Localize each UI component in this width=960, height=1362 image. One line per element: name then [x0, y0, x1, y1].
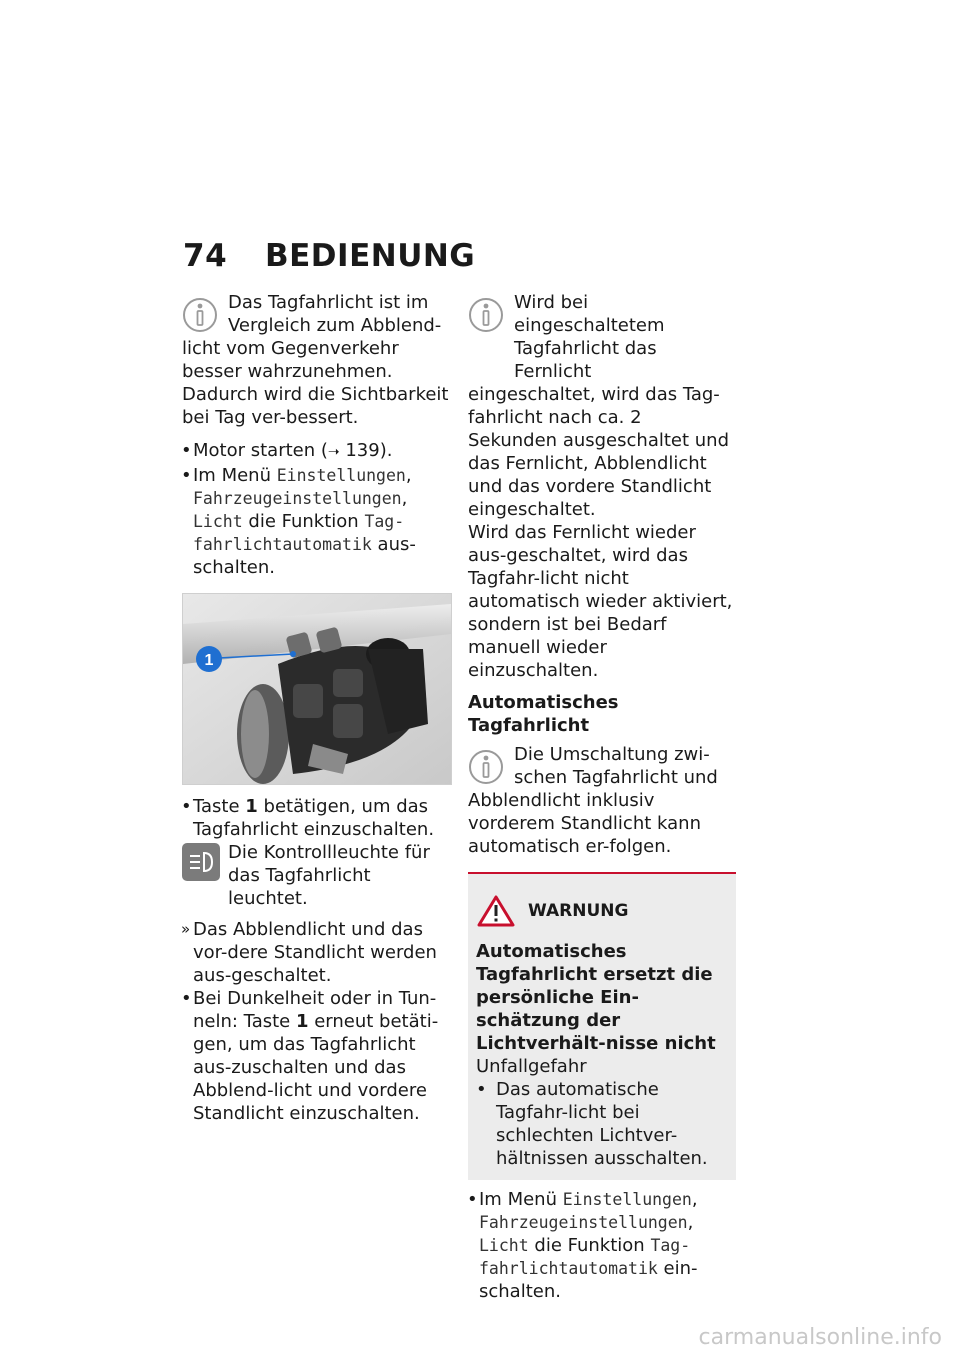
chapter-title: BEDIENUNG [265, 238, 476, 274]
info-icon [182, 295, 218, 335]
left-column [182, 291, 450, 1125]
info-text: Wird das Fernlicht wieder aus-geschaltet, wird das Tagfahr-licht nicht automatisch wieder aktiviert, sondern ist bei Bedarf manuell wieder einzuschalten. [468, 522, 733, 681]
info-text: Abblendlicht inklusiv vorderem Standlicht kann automatisch er-folgen. [468, 790, 701, 857]
step-item: • Im Menü Einstellungen, Fahrzeugeinstellungen, Licht die Funktion Tag-fahrlichtautomatik ein-schalten. [468, 1188, 736, 1303]
info-note [468, 291, 736, 682]
step-text: Taste [193, 796, 246, 817]
info-line: Wird bei eingeschaltetem [514, 292, 665, 336]
info-line: Vergleich zum Abblend- [228, 315, 442, 336]
figure-callout-label: 1 [204, 652, 214, 669]
step-text: die Funktion [242, 511, 365, 532]
warning-action: • Das automatische Tagfahr-licht bei schlechten Lichtver-hältnissen ausschalten. [476, 1078, 726, 1170]
info-note [182, 291, 450, 429]
step-text: ein-schalten. [479, 1258, 698, 1302]
step-text: die Funktion [528, 1235, 651, 1256]
step-text: aus-schalten. [193, 534, 416, 578]
watermark: carmanualsonline.info [698, 1325, 942, 1350]
step-text: Im Menü [193, 465, 277, 486]
section-heading: Automatisches Tagfahrlicht [468, 692, 619, 736]
step-item [182, 795, 450, 841]
menu-path: Tag-fahrlichtautomatik [479, 1236, 691, 1278]
warning-box [468, 872, 736, 1180]
info-note [468, 743, 736, 858]
info-text: licht vom Gegenverkehr besser wahrzunehmen. Dadurch wird die Sichtbarkeit bei Tag ver-bessert. [182, 338, 449, 428]
warning-title: WARNUNG [528, 900, 629, 921]
key-ref: 1 [245, 796, 258, 817]
right-column [468, 291, 736, 1303]
indicator-note [182, 841, 450, 910]
step-text: betätigen, um das Tagfahrlicht einzuschalten. [193, 796, 435, 840]
info-text: eingeschaltet, wird das Tag-fahrlicht nach ca. 2 Sekunden ausgeschaltet und das Fernlicht, Abblendlicht und das vordere Standlicht eingeschaltet. [468, 384, 729, 520]
page-number: 74 [183, 238, 228, 274]
daytime-running-light-indicator-icon [182, 843, 220, 881]
page-ref: 139). [345, 440, 393, 461]
info-line: Die Umschaltung zwi- [514, 744, 710, 765]
step-item: • Im Menü Einstellungen, Fahrzeugeinstellungen, Licht die Funktion Tag-fahrlichtautomatik aus-schalten. [182, 464, 450, 579]
page-header [183, 238, 475, 274]
menu-path: Fahrzeugeinstellungen [193, 489, 402, 508]
warning-heading: Automatisches Tagfahrlicht ersetzt die persönliche Ein-schätzung der Lichtverhält-nisse nicht [476, 941, 716, 1054]
handlebar-switch-figure [182, 593, 452, 785]
step-text: Bei Dunkelheit oder in Tun-neln: Taste [193, 988, 437, 1032]
step-item [182, 439, 450, 464]
menu-path: Licht [193, 512, 243, 531]
info-line: Das Tagfahrlicht ist im [228, 292, 429, 313]
menu-path: Einstellungen [562, 1190, 692, 1209]
menu-path: Licht [479, 1236, 529, 1255]
key-ref: 1 [295, 1011, 309, 1032]
result-item: » Das Abblendlicht und das vor-dere Standlicht werden aus-geschaltet. [182, 918, 450, 987]
info-line: Tagfahrlicht das Fernlicht [514, 338, 657, 382]
info-icon [468, 295, 504, 335]
step-text: Motor starten ( [193, 440, 328, 461]
switch-illustration [183, 594, 451, 784]
step-text: Im Menü [479, 1189, 563, 1210]
menu-path: Tag-fahrlichtautomatik [193, 512, 405, 554]
menu-path: Einstellungen [276, 466, 406, 485]
warning-title-row [476, 894, 726, 928]
step-item [182, 987, 450, 1125]
step-text: erneut betäti-gen, um das Tagfahrlicht aus-zuschalten und das Abblend-licht und vordere Standlicht einzuschalten. [193, 1011, 439, 1124]
menu-path: Fahrzeugeinstellungen [479, 1213, 688, 1232]
warning-risk: Unfallgefahr [476, 1056, 587, 1077]
info-icon [468, 747, 504, 787]
arrow-ref-icon: ➝ [327, 444, 340, 460]
info-line: schen Tagfahrlicht und [514, 767, 718, 788]
warning-triangle-icon [476, 894, 516, 928]
indicator-text: Die Kontrollleuchte für das Tagfahrlicht leuchtet. [228, 842, 430, 909]
